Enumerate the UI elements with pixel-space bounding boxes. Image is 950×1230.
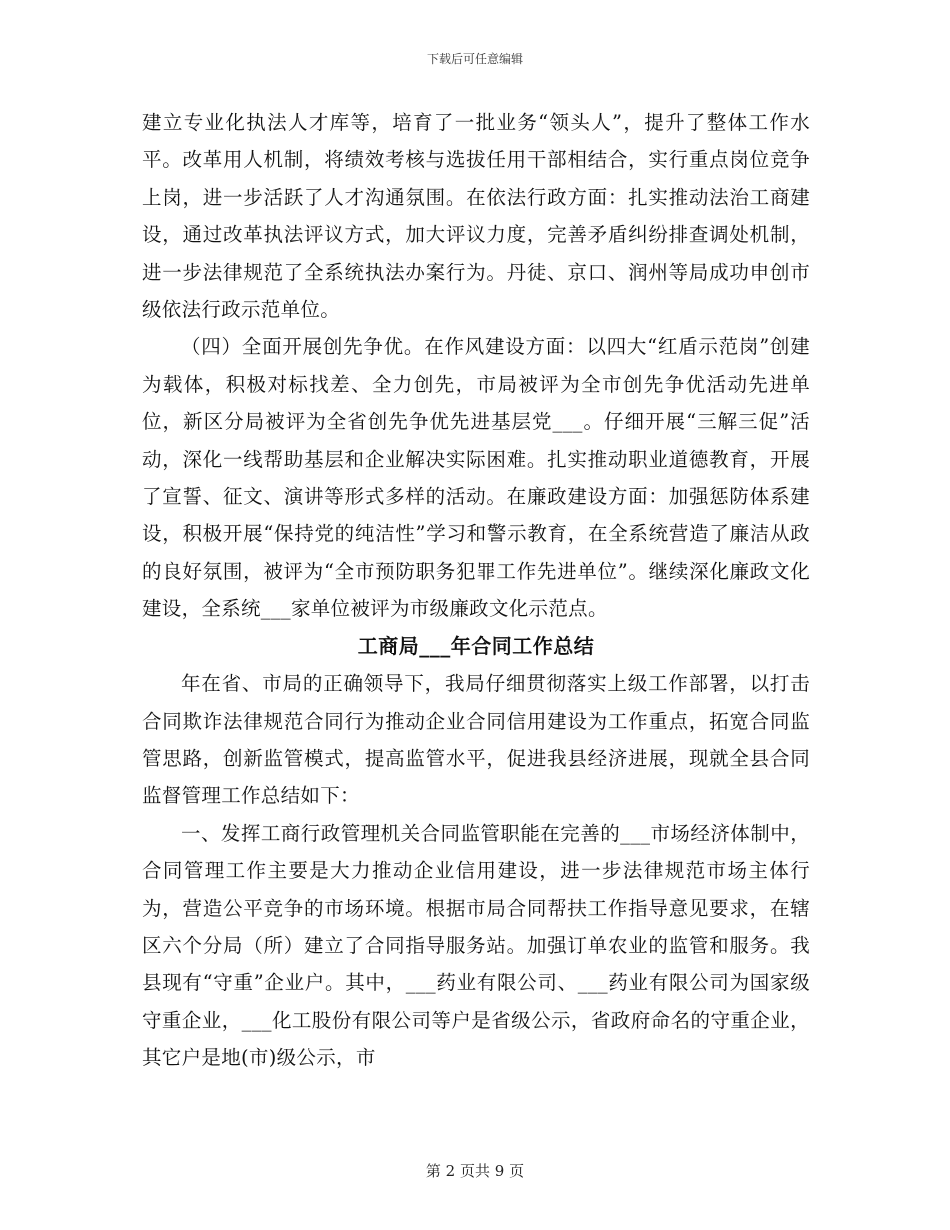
- document-body: [142, 104, 810, 1077]
- section-title: 工商局___年合同工作总结: [357, 633, 595, 658]
- paragraph-continuation: 建立专业化执法人才库等，培育了一批业务“领头人”，提升了整体工作水平。改革用人机制，将绩效考核与选拔任用干部相结合，实行重点岗位竞争上岗，进一步活跃了人才沟通氛围。在依法行政方面：扎实推动法治工商建设，通过改革执法评议方式，加大评议力度，完善矛盾纠纷排查调处机制，进一步法律规范了全系统执法办案行为。丹徒、京口、润州等局成功申创市级依法行政示范单位。: [142, 111, 810, 322]
- page-header: 下载后可任意编辑: [426, 52, 523, 66]
- page-footer: 第 2 页共 9 页: [425, 1162, 525, 1180]
- paragraph-intro: 年在省、市局的正确领导下，我局仔细贯彻落实上级工作部署，以打击合同欺诈法律规范合同行为推动企业合同信用建设为工作重点，拓宽合同监管思路，创新监管模式，提高监管水平，促进我县经济进展，现就全县合同监督管理工作总结如下：: [142, 672, 810, 808]
- paragraph-section-four: （四）全面开展创先争优。在作风建设方面：以四大“红盾示范岗”创建为载体，积极对标找差、全力创先，市局被评为全市创先争优活动先进单位，新区分局被评为全省创先争优先进基层党___。仔细开展“三解三促”活动，深化一线帮助基层和企业解决实际困难。扎实推动职业道德教育，开展了宣誓、征文、演讲等形式多样的活动。在廉政建设方面：加强惩防体系建设，积极开展“保持党的纯洁性”学习和警示教育，在全系统营造了廉洁从政的良好氛围，被评为“全市预防职务犯罪工作先进单位”。继续深化廉政文化建设，全系统___家单位被评为市级廉政文化示范点。: [142, 335, 810, 621]
- paragraph-section-one: 一、发挥工商行政管理机关合同监管职能在完善的___市场经济体制中，合同管理工作主要是大力推动企业信用建设，进一步法律规范市场主体行为，营造公平竞争的市场环境。根据市局合同帮扶工作指导意见要求，在辖区六个分局（所）建立了合同指导服务站。加强订单农业的监管和服务。我县现有“守重”企业户。其中，___药业有限公司、___药业有限公司为国家级守重企业，___化工股份有限公司等户是省级公示，省政府命名的守重企业，其它户是地(市)级公示，市: [142, 821, 810, 1070]
